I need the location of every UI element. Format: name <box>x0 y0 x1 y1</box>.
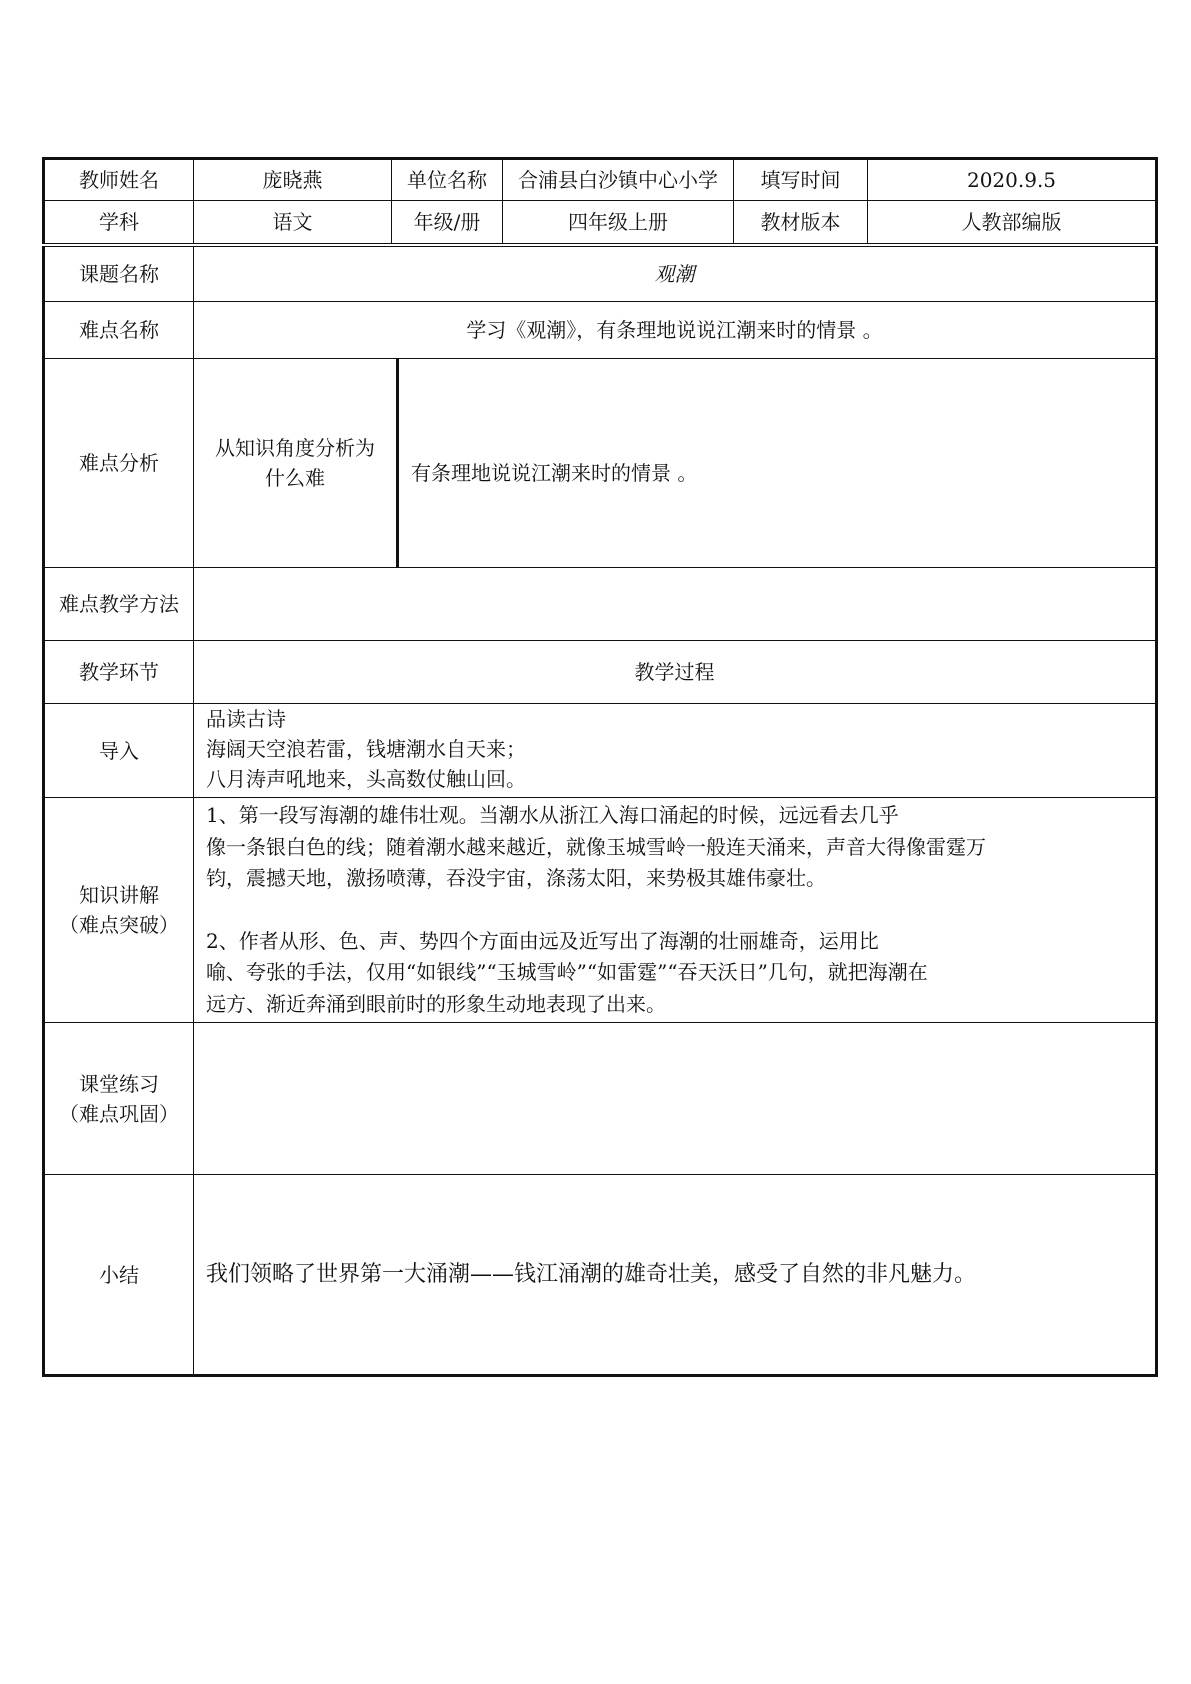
analysis-sub-label-line1: 从知识角度分析为 <box>215 436 375 460</box>
unit-name-label: 单位名称 <box>391 157 503 201</box>
edition-value: 人教部编版 <box>867 200 1158 244</box>
intro-label: 导入 <box>42 703 194 798</box>
intro-line: 品读古诗 <box>206 707 286 731</box>
method-label: 难点教学方法 <box>42 567 194 641</box>
knowledge-line: 像一条银白色的线；随着潮水越来越近，就像玉城雪岭一般连天涌来，声音大得像雷霆万 <box>206 834 986 859</box>
difficulty-label: 难点名称 <box>42 301 194 359</box>
knowledge-label-line2: （难点突破） <box>59 913 179 937</box>
analysis-label: 难点分析 <box>42 358 194 568</box>
topic-label: 课题名称 <box>42 246 194 302</box>
unit-name-value: 合浦县白沙镇中心小学 <box>502 157 734 201</box>
subject-label: 学科 <box>42 200 194 244</box>
process-header-label: 教学环节 <box>42 640 194 704</box>
practice-label-line1: 课堂练习 <box>79 1071 159 1096</box>
edition-label: 教材版本 <box>733 200 868 244</box>
intro-content <box>193 703 1158 798</box>
knowledge-line: 1、第一段写海潮的雄伟壮观。当潮水从浙江入海口涌起的时候，远远看去几乎 <box>206 803 899 827</box>
knowledge-label <box>42 797 194 1023</box>
summary-label: 小结 <box>42 1174 194 1377</box>
summary-value: 我们领略了世界第一大涌潮——钱江涌潮的雄奇壮美，感受了自然的非凡魅力。 <box>193 1174 1158 1377</box>
analysis-value: 有条理地说说江潮来时的情景 。 <box>398 358 1158 568</box>
grade-label: 年级/册 <box>391 200 503 244</box>
intro-line: 海阔天空浪若雷，钱塘潮水自天来； <box>206 737 526 761</box>
difficulty-value: 学习《观潮》，有条理地说说江潮来时的情景 。 <box>193 301 1158 359</box>
knowledge-line: 钧，震撼天地，激扬喷薄，吞没宇宙，涤荡太阳，来势极其雄伟豪壮。 <box>206 866 826 890</box>
analysis-sub-label-line2: 什么难 <box>265 466 325 490</box>
topic-value: 观潮 <box>193 246 1158 302</box>
subject-value: 语文 <box>193 200 392 244</box>
knowledge-line: 2、作者从形、色、声、势四个方面由远及近写出了海潮的壮丽雄奇，运用比 <box>206 928 879 953</box>
analysis-sub-label <box>193 358 399 568</box>
fill-date-value: 2020.9.5 <box>867 157 1158 201</box>
method-value <box>193 567 1158 641</box>
grade-value: 四年级上册 <box>502 200 734 244</box>
fill-date-label: 填写时间 <box>733 157 868 201</box>
knowledge-line: 远方、渐近奔涌到眼前时的形象生动地表现了出来。 <box>206 991 666 1016</box>
practice-value <box>193 1022 1158 1175</box>
practice-label <box>42 1022 194 1175</box>
teacher-name-value: 庞晓燕 <box>193 157 392 201</box>
teacher-name-label: 教师姓名 <box>42 157 194 201</box>
practice-label-line2: （难点巩固） <box>59 1101 179 1126</box>
knowledge-label-line1: 知识讲解 <box>79 883 159 907</box>
knowledge-line <box>206 895 986 926</box>
knowledge-content <box>193 797 1158 1023</box>
knowledge-line: 喻、夸张的手法，仅用“如银线”“玉城雪岭”“如雷霆”“吞天沃日”几句，就把海潮在 <box>206 960 928 984</box>
process-header-value: 教学过程 <box>193 640 1158 704</box>
intro-line: 八月涛声吼地来，头高数仗触山回。 <box>206 767 526 791</box>
